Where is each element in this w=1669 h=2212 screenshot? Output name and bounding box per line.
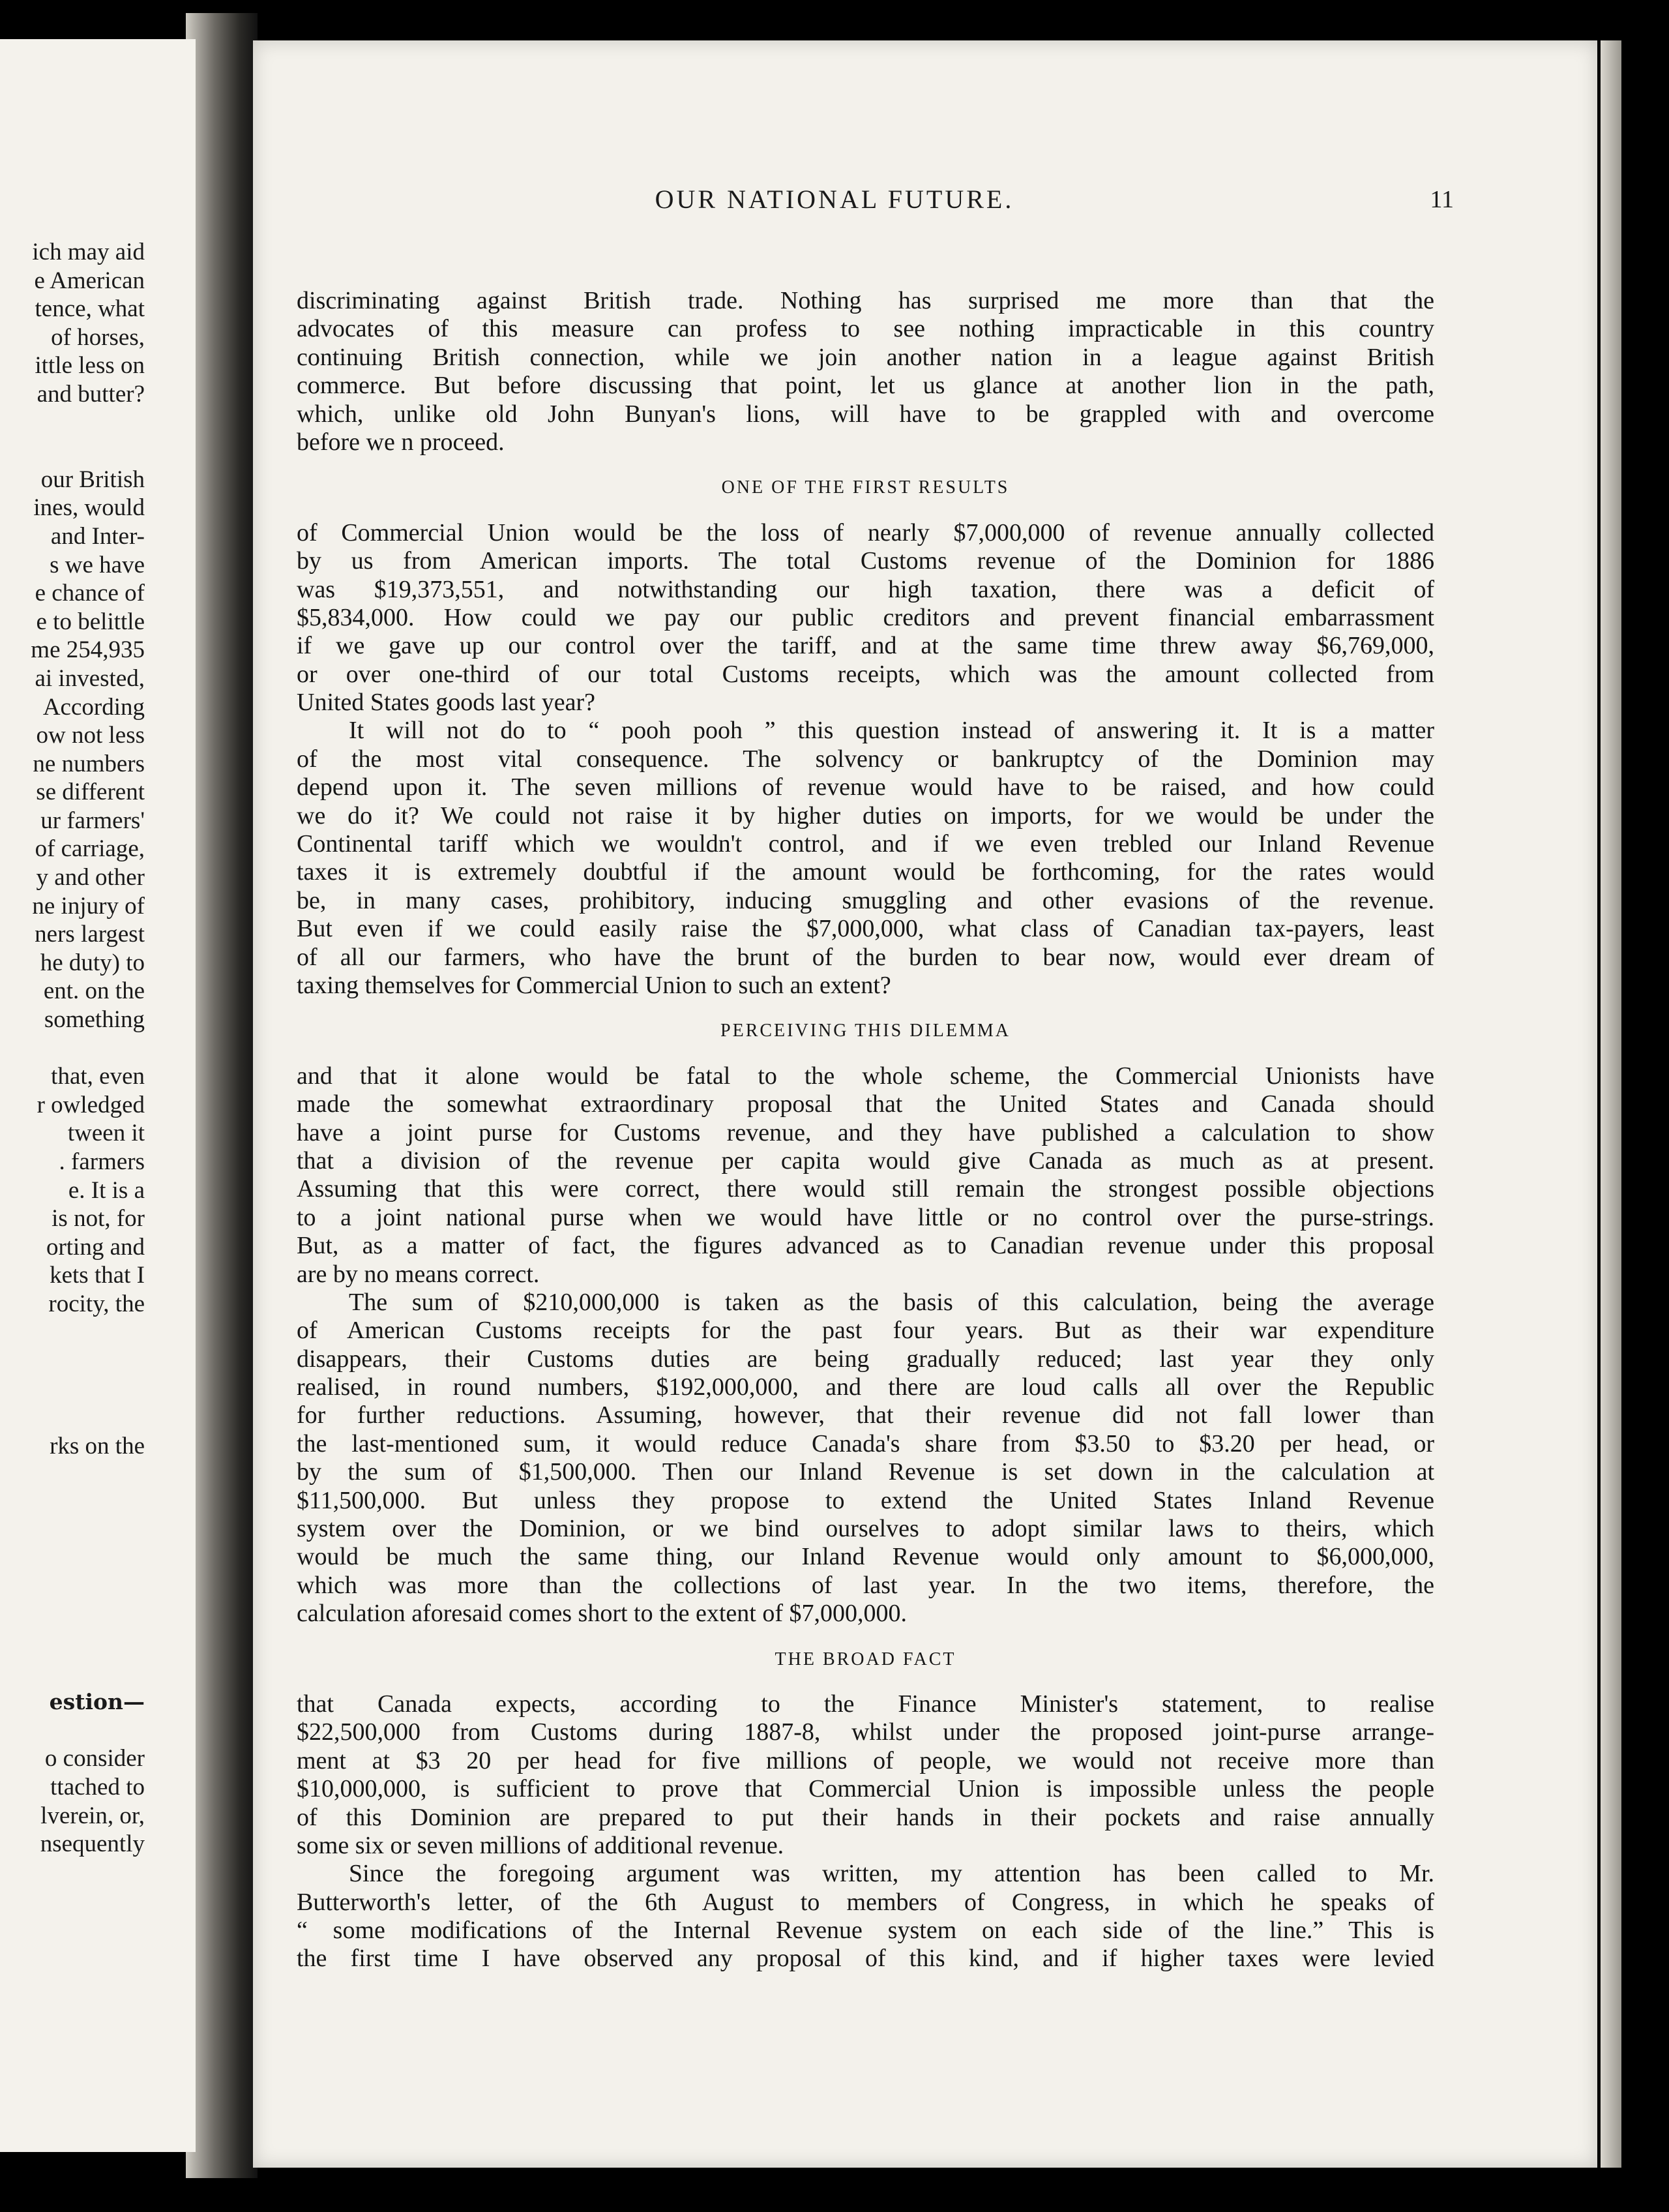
text-line: Assuming that this were correct, there would still remain the strongest possible objections [297, 1175, 1434, 1203]
facing-page-line: e. It is a [68, 1176, 145, 1204]
facing-page-line: e chance of [35, 580, 145, 607]
text-line: that Canada expects, according to the Finance Minister's statement, to realise [297, 1690, 1434, 1718]
facing-page-line: orting and [46, 1233, 145, 1261]
facing-page-line: ai invested, [35, 665, 145, 692]
facing-page-line [0, 1375, 145, 1404]
text-line: disappears, their Customs duties are being gradually reduced; last year they only [297, 1345, 1434, 1373]
text-line: Since the foregoing argument was written, my attention has been called to Mr. [349, 1860, 1434, 1888]
text-line: made the somewhat extraordinary proposal that the United States and Canada should [297, 1090, 1434, 1118]
facing-page-line: ich may aid [32, 239, 145, 265]
text-line: “ some modifications of the Internal Revenue system on each side of the line.” This is [297, 1917, 1434, 1945]
facing-page-line: rks on the [50, 1432, 145, 1459]
text-line: and that it alone would be fatal to the whole scheme, the Commercial Unionists have [297, 1062, 1434, 1090]
text-line: The sum of $210,000,000 is taken as the basis of this calculation, being the average [349, 1288, 1434, 1316]
facing-page [0, 39, 196, 2152]
facing-page-line: something [44, 1006, 145, 1034]
facing-page-line: lverein, or, [40, 1802, 145, 1829]
text-line: Continental tariff which we wouldn't control, and if we even trebled our Inland Revenue [297, 830, 1434, 858]
text-line: $10,000,000, is sufficient to prove that Commercial Union is impossible unless the people [297, 1775, 1434, 1803]
facing-page-line [0, 1319, 145, 1347]
facing-page-line [0, 1574, 145, 1603]
text-line: was $19,373,551, and notwithstanding our high taxation, there was a deficit of [297, 575, 1434, 603]
facing-page-line: and Inter- [50, 522, 145, 550]
text-line: ment at $3 20 per head for five millions of people, we would not receive more than [297, 1746, 1434, 1774]
facing-page-line: that, even [51, 1063, 145, 1090]
facing-page-line: nsequently [40, 1831, 145, 1858]
facing-page-line: tween it [67, 1120, 145, 1147]
paragraph-sum [297, 1289, 1434, 1628]
text-line: be, in many cases, prohibitory, inducing smuggling and other evasions of the revenue. [297, 886, 1434, 914]
text-line: But, as a matter of fact, the figures advanced as to Canadian revenue under this proposal [297, 1232, 1434, 1260]
facing-page-line: rocity, the [48, 1290, 145, 1317]
text-line: Butterworth's letter, of the 6th August to members of Congress, in which he speaks of [297, 1888, 1434, 1916]
paragraph-since [297, 1860, 1434, 1973]
facing-page-line [0, 1461, 145, 1489]
facing-page-line: kets that I [50, 1262, 145, 1289]
facing-page-line: of carriage, [35, 835, 145, 863]
facing-page-line [0, 1403, 145, 1432]
section-heading-dilemma: PERCEIVING THIS DILEMMA [720, 1021, 1011, 1041]
facing-page-line: is not, for [52, 1205, 145, 1233]
facing-page-line [0, 409, 145, 438]
facing-page-line [0, 1347, 145, 1375]
running-title: OUR NATIONAL FUTURE. [655, 185, 1014, 214]
text-line: of all our farmers, who have the brunt of the burden to bear now, would ever dream of [297, 943, 1434, 971]
text-line: which, unlike old John Bunyan's lions, will have to be grappled with and overcome [297, 400, 1434, 428]
text-line: which was more than the collections of last year. In the two items, therefore, the [297, 1571, 1434, 1599]
text-line: some six or seven millions of additional revenue. [297, 1831, 784, 1859]
facing-page-line: of horses, [51, 323, 145, 351]
facing-page-line: s we have [50, 551, 145, 578]
facing-page-line: ittle less on [35, 352, 145, 380]
facing-page-line: o consider [44, 1745, 145, 1772]
text-line: of the most vital consequence. The solvency or bankruptcy of the Dominion may [297, 745, 1434, 773]
facing-page-line: estion— [49, 1689, 145, 1715]
book-gutter-shadow [186, 13, 258, 2178]
text-line: of this Dominion are prepared to put their hands in their pockets and raise annually [297, 1803, 1434, 1831]
facing-page-line [0, 1716, 145, 1745]
paragraph-intro [297, 287, 1434, 456]
text-line: of Commercial Union would be the loss of nearly $7,000,000 of revenue annually collected [297, 518, 1434, 546]
facing-page-line: tence, what [35, 295, 145, 323]
facing-page-line: ow not less [36, 722, 145, 749]
paragraph-pooh [297, 717, 1434, 1000]
facing-page-line: e to belittle [36, 608, 145, 635]
text-line: advocates of this measure can profess to see nothing impracticable in this country [297, 315, 1434, 343]
page-edge [1601, 40, 1621, 2168]
page-number: 11 [1430, 186, 1454, 213]
text-line: taxing themselves for Commercial Union to such an extent? [297, 971, 891, 999]
page-body [297, 287, 1434, 1973]
text-line: to a joint national purse when we would have little or no control over the purse-strings. [297, 1203, 1434, 1231]
facing-page-line [0, 1489, 145, 1517]
text-line: have a joint purse for Customs revenue, and they have published a calculation to show [297, 1118, 1434, 1146]
paragraph-dilemma [297, 1062, 1434, 1289]
facing-page-line: ur farmers' [40, 807, 145, 834]
text-line: the last-mentioned sum, it would reduce Canada's share from $3.50 to $3.20 per head, or [297, 1429, 1434, 1457]
text-line: continuing British connection, while we join another nation in a league against British [297, 343, 1434, 371]
facing-page-line: e American [34, 267, 145, 294]
facing-page-line [0, 1631, 145, 1660]
text-line: United States goods last year? [297, 689, 596, 717]
facing-page-line: ines, would [33, 494, 145, 522]
facing-page-line: ttached to [50, 1774, 145, 1801]
text-line: would be much the same thing, our Inland Revenue would only amount to $6,000,000, [297, 1543, 1434, 1571]
facing-page-line [0, 437, 145, 466]
text-line: before we n proceed. [297, 428, 505, 456]
text-line: depend upon it. The seven millions of revenue would have to be raised, and how could [297, 773, 1434, 801]
text-line: commerce. But before discussing that point, let us glance at another lion in the path, [297, 372, 1434, 400]
text-line: that a division of the revenue per capita would give Canada as much as at present. [297, 1146, 1434, 1174]
facing-page-line: and butter? [37, 380, 145, 408]
facing-page-line: ent. on the [43, 978, 145, 1005]
facing-page-line: se different [36, 779, 145, 806]
text-line: $5,834,000. How could we pay our public creditors and prevent financial embarrassment [297, 603, 1434, 631]
facing-page-line [0, 1034, 145, 1063]
facing-page-line [0, 1603, 145, 1632]
facing-page-line: our British [40, 466, 145, 493]
facing-page-line: y and other [36, 864, 145, 891]
text-line: $11,500,000. But unless they propose to extend the United States Inland Revenue [297, 1486, 1434, 1514]
facing-page-line [0, 1546, 145, 1574]
text-line: we do it? We could not raise it by higher duties on imports, for we would be under the [297, 801, 1434, 830]
section-heading-first-results: ONE OF THE FIRST RESULTS [721, 477, 1010, 498]
text-line: system over the Dominion, or we bind ourselves to adopt similar laws to theirs, which [297, 1515, 1434, 1543]
text-line: But even if we could easily raise the $7,000,000, what class of Canadian tax-payers, least [297, 915, 1434, 943]
facing-page-text [0, 238, 145, 1859]
text-line: $22,500,000 from Customs during 1887-8, whilst under the proposed joint-purse arrange- [297, 1718, 1434, 1746]
text-line: taxes it is extremely doubtful if the amount would be forthcoming, for the rates would [297, 858, 1434, 886]
text-line: the first time I have observed any proposal of this kind, and if higher taxes were levied [297, 1945, 1434, 1973]
text-line: for further reductions. Assuming, however, that their revenue did not fall lower than [297, 1401, 1434, 1429]
facing-page-line: According [42, 693, 145, 721]
paragraph-broad-fact [297, 1690, 1434, 1860]
facing-page-line [0, 1517, 145, 1546]
text-line: discriminating against British trade. Nothing has surprised me more than that the [297, 287, 1434, 314]
text-line: by the sum of $1,500,000. Then our Inland Revenue is set down in the calculation at [297, 1458, 1434, 1486]
facing-page-line: ne numbers [33, 750, 145, 777]
facing-page-line: me 254,935 [31, 636, 145, 664]
facing-page-line: r owledged [37, 1091, 145, 1118]
text-line: by us from American imports. The total Customs revenue of the Dominion for 1886 [297, 547, 1434, 575]
facing-page-line: . farmers [59, 1148, 145, 1175]
text-line: or over one-third of our total Customs receipts, which was the amount collected from [297, 660, 1434, 688]
text-line: calculation aforesaid comes short to the extent of $7,000,000. [297, 1600, 908, 1628]
main-page [253, 40, 1597, 2168]
text-line: It will not do to “ pooh pooh ” this question instead of answering it. It is a matter [349, 717, 1434, 745]
facing-page-line: ne injury of [32, 892, 145, 919]
page-header [254, 184, 1454, 223]
text-line: are by no means correct. [297, 1260, 540, 1288]
facing-page-line: ners largest [35, 921, 145, 948]
text-line: if we gave up our control over the tariff, and at the same time threw away $6,769,000, [297, 632, 1434, 660]
section-heading-broad-fact: THE BROAD FACT [775, 1649, 956, 1669]
paragraph-first-results [297, 519, 1434, 717]
text-line: realised, in round numbers, $192,000,000, and there are loud calls all over the Republic [297, 1373, 1434, 1401]
facing-page-line [0, 1660, 145, 1688]
facing-page-line: he duty) to [40, 949, 145, 976]
text-line: of American Customs receipts for the past four years. But as their war expenditure [297, 1317, 1434, 1345]
